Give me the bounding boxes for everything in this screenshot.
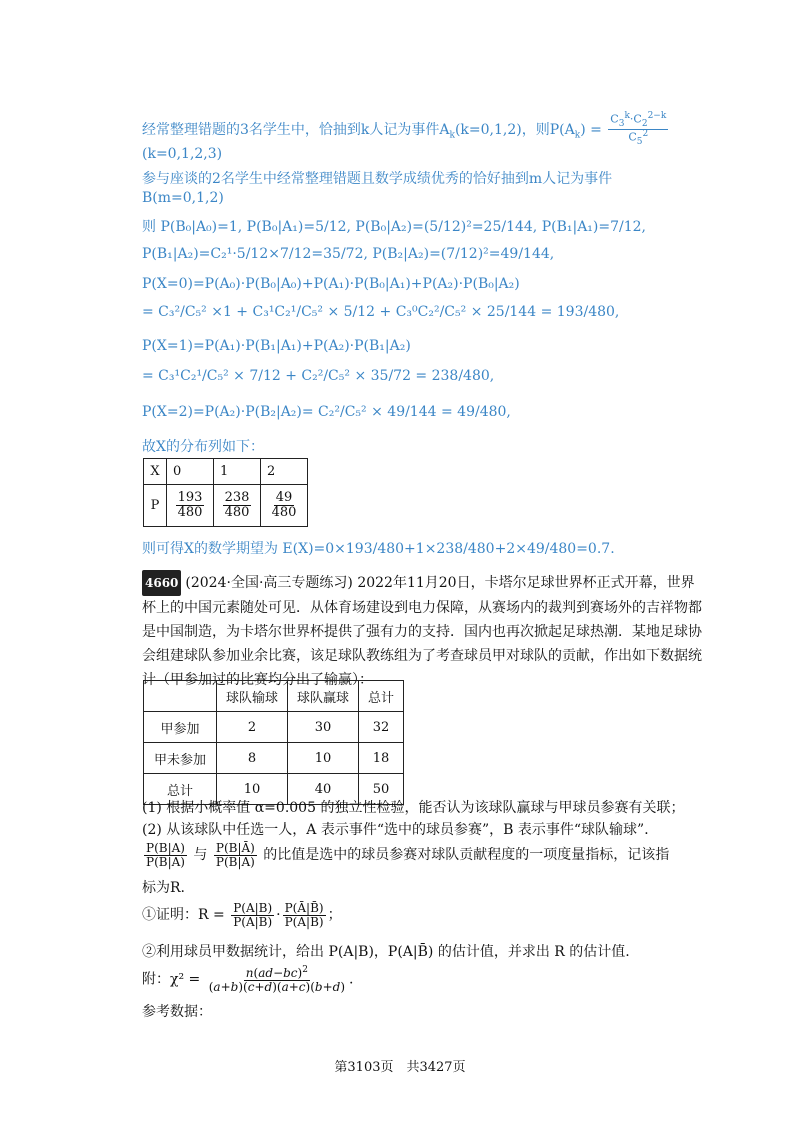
stat-cell: 甲参加 [144, 712, 217, 743]
stat-cell: 总计 [144, 774, 217, 805]
question-2-part2: ②利用球员甲数据统计，给出 P(A|B)，P(A|B̄) 的估计值，并求出 R 的估计值. [142, 944, 630, 960]
question-1: (1) 根据小概率值 α=0.005 的独立性检验，能否认为该球队赢球与甲球员参赛有关联； [142, 800, 685, 816]
solution-line-9: P(X=1)=P(A₁)·P(B₁|A₁)+P(A₂)·P(B₁|A₂) [142, 338, 411, 354]
problem-statement: 4660 (2024·全国·高三专题练习) 2022年11月20日，卡塔尔足球世界杯正式开幕，世界杯上的中国元素随处可见．从体育场建设到电力保障，从赛场内的裁判到赛场外的吉祥物都是中国制造，为卡塔尔世界杯提供了强有力的支持．国内也再次掀起足球热潮．某地足球协会组建球队参加业余比赛，该足球队教练组为了考查球员甲对球队的贡献，作出如下数据统计（甲参加过的比赛均分出了输赢）： [142, 570, 702, 692]
stat-cell: 10 [288, 743, 359, 774]
question-2-tail: 标为R. [142, 880, 185, 896]
dist-cell: P [144, 485, 167, 527]
statistics-table [143, 680, 404, 805]
question-2-part1: ①证明：R = $\frac{P(A|B)}{P(Ā|B)}$ · $\frac{P(Ā|B̄)}{P(A|B̄)}$ ； [142, 901, 342, 929]
solution-line-1: 经常整理错题的3名学生中，恰抽到k人记为事件$A_k(k=0,1,2)$，则$P(A_k)$ = $\frac{C_3^k\cdot C_2^{2-k}}{C_5^2}$ [142, 111, 667, 148]
stat-cell: 甲未参加 [144, 743, 217, 774]
solution-line-6: P(B₁|A₂)=C₂¹·5/12×7/12=35/72, P(B₂|A₂)=(7/12)²=49/144, [142, 246, 555, 262]
solution-line-2: (k=0,1,2,3) [142, 146, 223, 162]
stat-cell: 30 [288, 712, 359, 743]
chi-square-formula: 附：χ² = $\frac{n(ad-bc)^2}{(a+b)(c+d)(a+c)(b+d)}$ . [142, 965, 354, 994]
page-footer: 第3103页 共3427页 [334, 1060, 466, 1075]
stat-cell: 32 [359, 712, 404, 743]
dist-cell: X [144, 459, 167, 485]
dist-cell: 1 [214, 459, 261, 485]
dist-cell: $\frac{49}{480}$ [261, 485, 308, 527]
stat-cell: 球队赢球 [288, 681, 359, 712]
dist-cell: 2 [261, 459, 308, 485]
solution-line-3: 参与座谈的2名学生中经常整理错题且数学成绩优秀的恰好抽到m人记为事件 [142, 171, 613, 187]
solution-line-7: P(X=0)=P(A₀)·P(B₀|A₀)+P(A₁)·P(B₀|A₁)+P(A₂)·P(B₀|A₂) [142, 276, 520, 292]
solution-line-11: P(X=2)=P(A₂)·P(B₂|A₂)= C₂²/C₅² × 49/144 = 49/480, [142, 404, 511, 420]
question-2-ratio: $\frac{P(B|A)}{P(B̄|A)}$ 与 $\frac{P(B|Ā)}{P(B̄|Ā)}$ 的比值是选中的球员参赛对球队贡献程度的一项度量指标，记该指 [146, 841, 670, 869]
problem-number: 4660 [142, 570, 181, 596]
question-2: (2) 从该球队中任选一人，A 表示事件“选中的球员参赛”，B 表示事件“球队输球”． [142, 822, 659, 838]
stat-cell: 2 [217, 712, 288, 743]
reference-data-label: 参考数据： [142, 1004, 212, 1020]
distribution-table [143, 458, 308, 527]
stat-cell: 10 [217, 774, 288, 805]
dist-cell: $\frac{193}{480}$ [167, 485, 214, 527]
stat-cell: 8 [217, 743, 288, 774]
solution-line-8: = C₃²/C₅² ×1 + C₃¹C₂¹/C₅² × 5/12 + C₃⁰C₂²/C₅² × 25/144 = 193/480, [142, 304, 620, 320]
solution-line-10: = C₃¹C₂¹/C₅² × 7/12 + C₂²/C₅² × 35/72 = 238/480, [142, 368, 495, 384]
stat-cell: 40 [288, 774, 359, 805]
solution-line-4: B(m=0,1,2) [142, 190, 224, 206]
stat-cell: 总计 [359, 681, 404, 712]
dist-cell: $\frac{238}{480}$ [214, 485, 261, 527]
solution-line-5: 则 P(B₀|A₀)=1, P(B₀|A₁)=5/12, P(B₀|A₂)=(5/12)²=25/144, P(B₁|A₁)=7/12, [142, 219, 646, 235]
stat-cell [144, 681, 217, 712]
stat-cell: 球队输球 [217, 681, 288, 712]
solution-line-13: 则可得X的数学期望为 E(X)=0×193/480+1×238/480+2×49/480=0.7. [142, 541, 615, 557]
solution-line-12: 故X的分布列如下： [142, 439, 264, 455]
dist-cell: 0 [167, 459, 214, 485]
stat-cell: 18 [359, 743, 404, 774]
stat-cell: 50 [359, 774, 404, 805]
